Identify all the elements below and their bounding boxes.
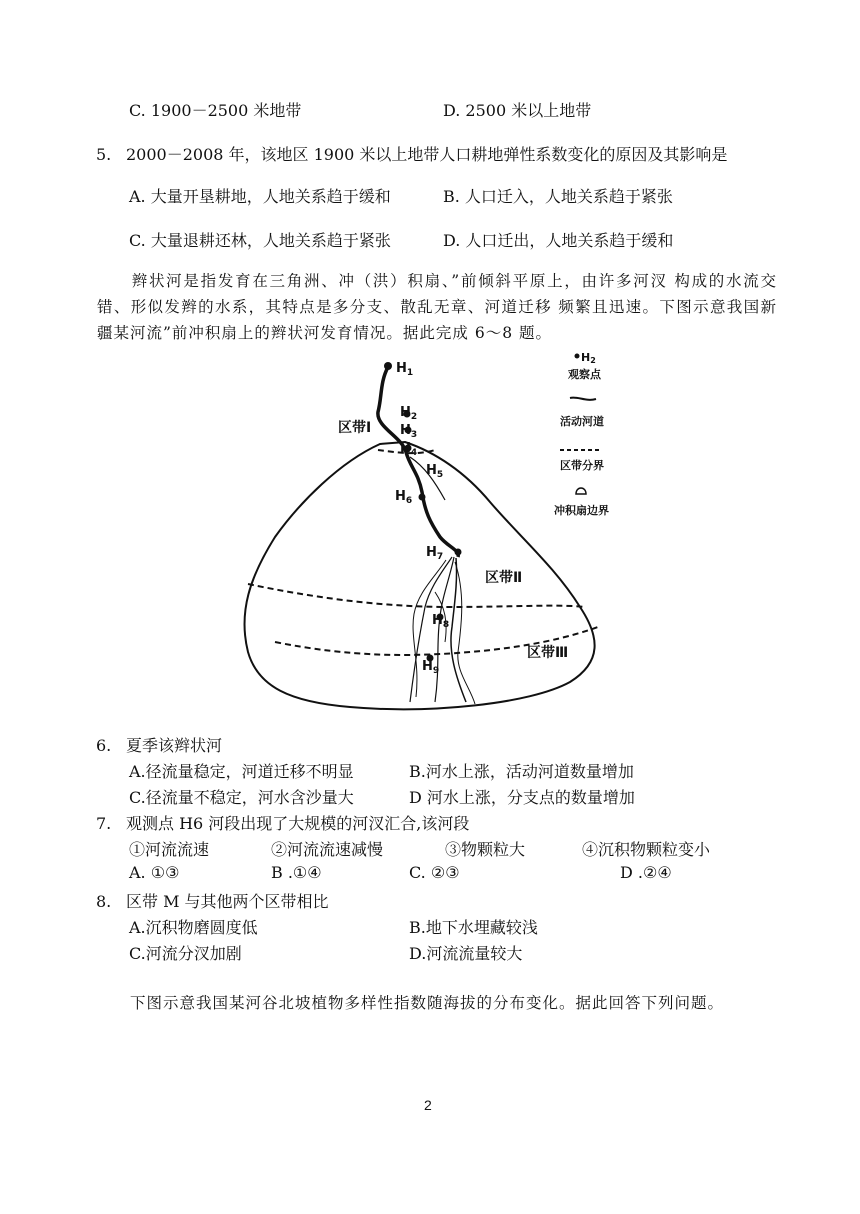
legend-point-icon bbox=[575, 354, 580, 359]
braided-river-figure bbox=[230, 352, 650, 722]
q7-option-a: A. ①③ bbox=[129, 863, 180, 882]
q6-option-b: B.河水上涨，活动河道数量增加 bbox=[409, 762, 634, 781]
label-h1: $H_1$ bbox=[396, 361, 414, 378]
point-h7 bbox=[455, 549, 462, 556]
q7-statement-3: ③物颗粒大 bbox=[445, 840, 526, 859]
question-number: 6. bbox=[96, 736, 112, 755]
q5-option-c: C. 大量退耕还林，人地关系趋于紧张 bbox=[129, 231, 391, 250]
intro-paragraph bbox=[97, 268, 777, 346]
q7-statement-2: ②河流流速减慢 bbox=[271, 840, 384, 859]
label-h2: $H_2$ bbox=[400, 405, 418, 422]
zone-label-3: 区带Ⅲ bbox=[527, 645, 569, 661]
label-h3: $H_3$ bbox=[400, 423, 418, 440]
question-6 bbox=[96, 733, 222, 756]
q6-option-a: A.径流量稳定，河道迁移不明显 bbox=[129, 762, 354, 781]
legend bbox=[554, 352, 609, 517]
question-number: 8. bbox=[96, 892, 112, 911]
page-number: 2 bbox=[424, 1097, 432, 1113]
legend-channel: 活动河道 bbox=[560, 415, 604, 428]
question-stem: 观测点 H6 河段出现了大规模的河汊汇合,该河段 bbox=[126, 814, 470, 833]
legend-boundary: 区带分界 bbox=[560, 459, 604, 472]
label-h4: $H_4$ bbox=[400, 441, 418, 458]
label-h7: $H_7$ bbox=[426, 545, 444, 562]
braided-channel-3 bbox=[451, 558, 466, 702]
q4-option-c: C. 1900－2500 米地带 bbox=[129, 101, 302, 120]
question-number: 5. bbox=[96, 145, 112, 164]
q4-option-d: D. 2500 米以上地带 bbox=[443, 101, 592, 120]
q5-option-b: B. 人口迁入，人地关系趋于紧张 bbox=[443, 187, 673, 206]
question-stem: 区带 M 与其他两个区带相比 bbox=[126, 892, 329, 911]
question-stem: 2000－2008 年，该地区 1900 米以上地带人口耕地弹性系数变化的原因及其影响是 bbox=[126, 145, 728, 164]
q7-statement-4: ④沉积物颗粒变小 bbox=[582, 840, 711, 859]
legend-point: 观察点 bbox=[568, 368, 601, 381]
question-number: 7. bbox=[96, 814, 112, 833]
question-stem: 夏季该辫状河 bbox=[126, 736, 223, 755]
zone-label-1: 区带Ⅰ bbox=[338, 420, 372, 436]
q5-option-d: D. 人口迁出，人地关系趋于缓和 bbox=[443, 231, 674, 250]
q8-option-b: B.地下水埋藏较浅 bbox=[409, 918, 538, 937]
q6-option-d: D 河水上涨，分支点的数量增加 bbox=[409, 788, 635, 807]
label-h6: $H_6$ bbox=[395, 489, 413, 506]
point-h6 bbox=[419, 494, 426, 501]
braided-river-map bbox=[230, 352, 650, 722]
q8-option-c: C.河流分汊加剧 bbox=[129, 944, 242, 963]
point-h1 bbox=[384, 362, 392, 370]
intro-text: 辫状河是指发育在三角洲、冲（洪）积扇、”前倾斜平原上，由许多河汊 构成的水流交错、形似发辫的水系，其特点是多分支、散乱无章、河道迁移 频繁且迅速。下图示意我国新疆某河流”前冲积扇上的辫状河发育情况。据此完成 6～8 题。 bbox=[97, 272, 777, 342]
q7-statement-1: ①河流流速 bbox=[129, 840, 210, 859]
legend-channel-icon bbox=[570, 398, 596, 400]
question-8 bbox=[96, 889, 329, 912]
braided-channel-5 bbox=[455, 562, 475, 704]
zone-label-2: 区带Ⅱ bbox=[485, 570, 523, 586]
q7-option-b: B .①④ bbox=[271, 863, 322, 882]
label-h9: $H_9$ bbox=[422, 659, 440, 676]
q6-option-c: C.径流量不稳定，河水含沙量大 bbox=[129, 788, 354, 807]
q5-option-a: A. 大量开垦耕地，人地关系趋于缓和 bbox=[129, 187, 391, 206]
braided-channel-4 bbox=[413, 560, 446, 697]
label-h5: $H_5$ bbox=[426, 463, 444, 480]
q8-option-a: A.沉积物磨圆度低 bbox=[129, 918, 258, 937]
question-5 bbox=[96, 142, 727, 165]
question-7 bbox=[96, 811, 469, 834]
q7-option-c: C. ②③ bbox=[409, 863, 460, 882]
q7-option-d: D .②④ bbox=[620, 863, 672, 882]
label-h8: $H_8$ bbox=[432, 613, 450, 630]
legend-fan-icon bbox=[576, 488, 586, 494]
legend-fan: 冲积扇边界 bbox=[554, 504, 609, 517]
q8-option-d: D.河流流量较大 bbox=[409, 944, 523, 963]
legend-point-code: H2 bbox=[581, 352, 596, 365]
intro-paragraph-2: 下图示意我国某河谷北坡植物多样性指数随海拔的分布变化。据此回答下列问题。 bbox=[130, 994, 725, 1012]
